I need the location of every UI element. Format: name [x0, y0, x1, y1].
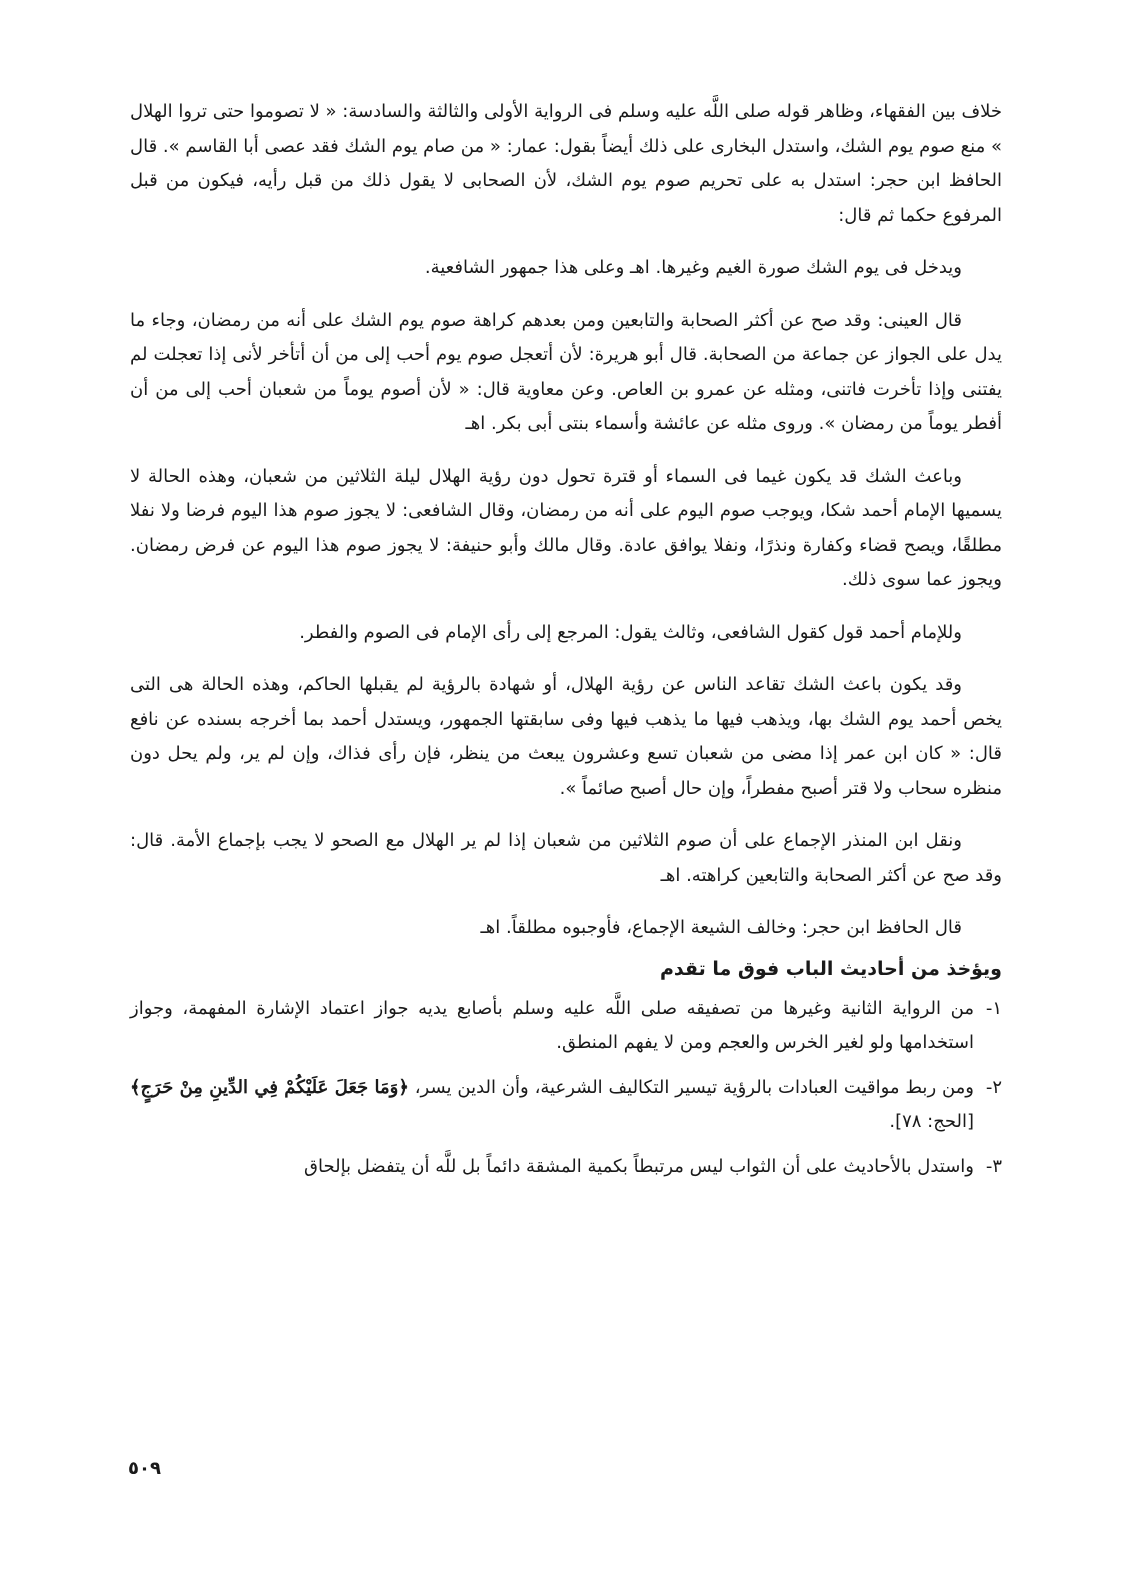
paragraph-2: ويدخل فى يوم الشك صورة الغيم وغيرها. اهـ وعلى هذا جمهور الشافعية.	[424, 257, 962, 278]
list-item-text: واستدل بالأحاديث على أن الثواب ليس مرتبطاً بكمية المشقة دائماً بل للَّه أن يتفضل بإلحاق	[304, 1155, 974, 1177]
list-item-text	[130, 1071, 974, 1140]
list-item	[130, 1071, 1002, 1140]
list-item-number: ٣-	[985, 1155, 1002, 1177]
paragraph-5: وللإمام أحمد قول كقول الشافعى، وثالث يقول: المرجع إلى رأى الإمام فى الصوم والفطر.	[299, 621, 962, 643]
paragraph-6: وقد يكون باعث الشك تقاعد الناس عن رؤية الهلال، أو شهادة بالرؤية لم يقبلها الحاكم، وهذه الحالة هى التى يخص أحمد يوم الشك بها، ويذهب فيها ما يذهب فيها وفى سابقتها الجمهور، ويستدل أحمد بما أخرجه بسنده عن نافع قال: « كان ابن عمر إذا مضى من شعبان تسع وعشرون يبعث من ينظر، فإن رأى فذاك، وإن لم ير، ولم يحل دون منظره سحاب ولا قتر أصبح مفطراً، وإن حال أصبح صائماً ».	[130, 674, 1002, 799]
list-item-text: من الرواية الثانية وغيرها من تصفيقه صلى اللَّه عليه وسلم بأصابع يديه جواز اعتماد الإشارة المفهمة، وجواز استخدامها ولو لغير الخرس والعجم ومن لا يفهم المنطق.	[130, 997, 974, 1053]
list-item-text-before: ومن ربط مواقيت العبادات بالرؤية تيسير التكاليف الشرعية، وأن الدين يسر،	[408, 1076, 974, 1098]
paragraph-4: وباعث الشك قد يكون غيما فى السماء أو قترة تحول دون رؤية الهلال ليلة الثلاثين من شعبان، وهذه الحالة لا يسميها الإمام أحمد شكا، ويوجب صوم اليوم على أنه من رمضان، وقال الشافعى: لا يجوز صوم هذا اليوم فرضا ولا نفلا مطلقًا، ويصح قضاء وكفارة ونذرًا، ونفلا يوافق عادة. وقال مالك وأبو حنيفة: لا يجوز صوم هذا اليوم عن فرض رمضان. ويجوز عما سوى ذلك.	[130, 465, 1002, 590]
paragraph-1: خلاف بين الفقهاء، وظاهر قوله صلى اللَّه عليه وسلم فى الرواية الأولى والثالثة والسادسة: « لا تصوموا حتى تروا الهلال » منع صوم يوم الشك، واستدل البخارى على ذلك أيضاً بقول: عمار: « من صام يوم الشك فقد عصى أبا القاسم ». قال الحافظ ابن حجر: استدل به على تحريم صوم يوم الشك، لأن الصحابى لا يقول ذلك من قبل رأيه، فيكون من قبل المرفوع حكما ثم قال:	[130, 101, 1002, 226]
list-item-number: ١-	[985, 997, 1002, 1019]
list-item	[130, 1150, 1002, 1185]
paragraph-8: قال الحافظ ابن حجر: وخالف الشيعة الإجماع، فأوجبوه مطلقاً. اهـ	[480, 917, 962, 938]
paragraph-3: قال العينى: وقد صح عن أكثر الصحابة والتابعين ومن بعدهم كراهة صوم يوم الشك على أنه من رمضان، وجاء ما يدل على الجواز عن جماعة من الصحابة. قال أبو هريرة: لأن أتعجل صوم يوم أحب إلى من أن أتأخر لأنى إذا تعجلت لم يفتنى وإذا تأخرت فاتنى، ومثله عن عمرو بن العاص. وعن معاوية قال: « لأن أصوم يوماً من شعبان أحب إلى من أن أفطر يوماً من رمضان ». وروى مثله عن عائشة وأسماء بنتى أبى بكر. اهـ	[130, 309, 1002, 434]
section-heading: ويؤخذ من أحاديث الباب فوق ما تقدم	[660, 957, 1002, 980]
page-body	[130, 95, 1002, 1194]
quran-verse: ﴿وَمَا جَعَلَ عَلَيْكُمْ فِي الدِّينِ مِنْ حَرَجٍ﴾	[130, 1076, 409, 1098]
paragraph-7: ونقل ابن المنذر الإجماع على أن صوم الثلاثين من شعبان إذا لم ير الهلال مع الصحو لا يجب بإجماع الأمة. قال: وقد صح عن أكثر الصحابة والتابعين كراهته. اهـ	[130, 830, 1002, 886]
list-item	[130, 992, 1002, 1061]
list-item-number: ٢-	[985, 1076, 1002, 1098]
page-number: ٥٠٩	[128, 1458, 161, 1479]
list-item-text-after: [الحج: ٧٨].	[889, 1111, 974, 1132]
